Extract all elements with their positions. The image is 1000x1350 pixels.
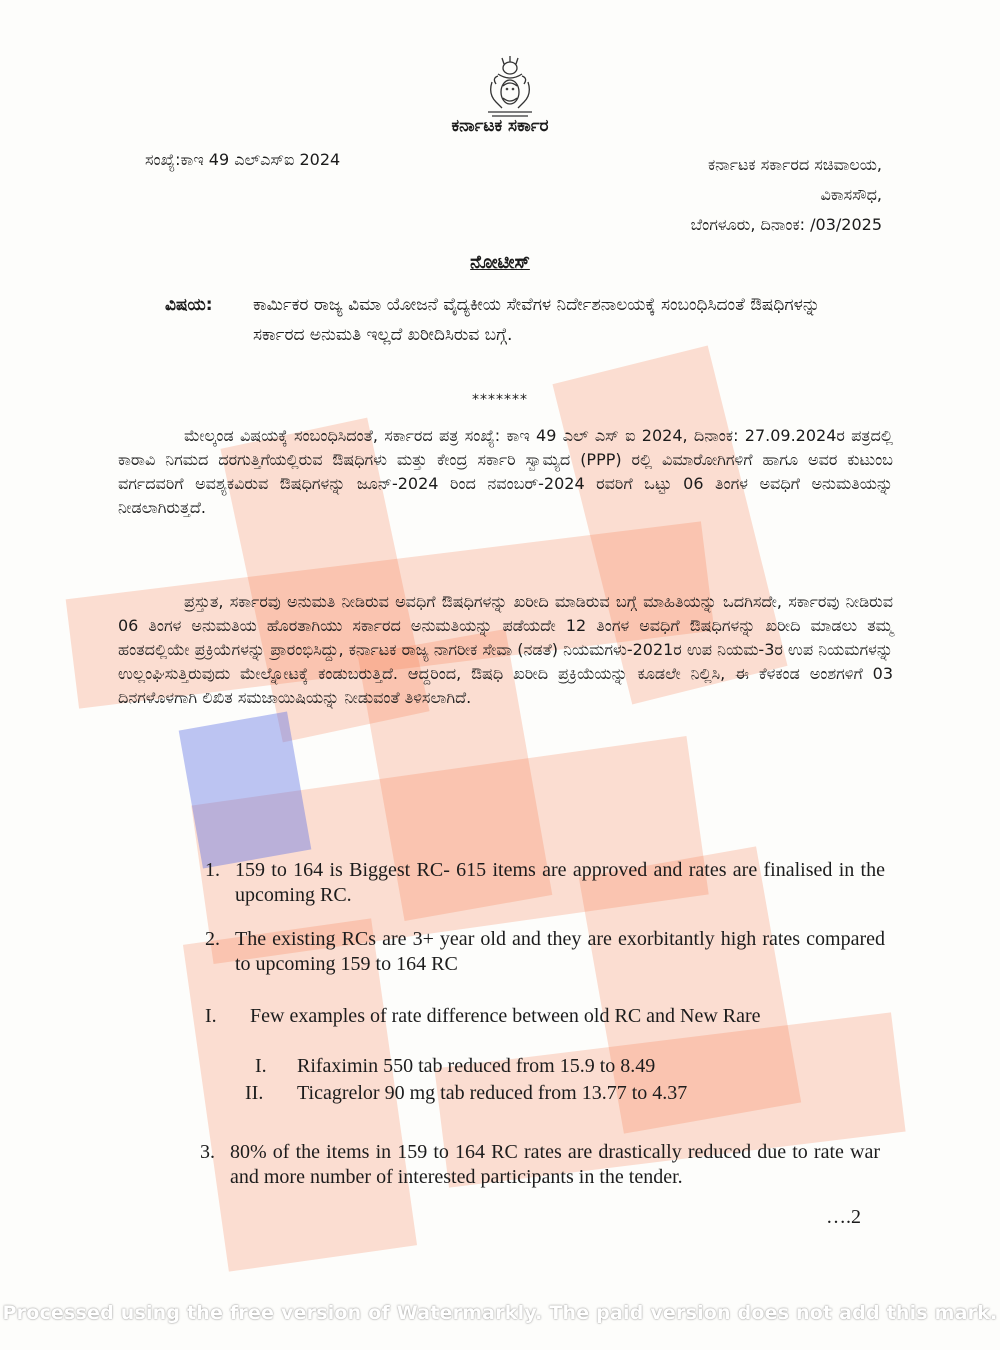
subject-label: ವಿಷಯ: <box>165 295 213 315</box>
address-line: ಬೆಂಗಳೂರು, ದಿನಾಂಕ: /03/2025 <box>690 215 882 234</box>
notice-title: ನೋಟೀಸ್ <box>470 252 530 273</box>
address-line: ಕರ್ನಾಟಕ ಸರ್ಕಾರದ ಸಚಿವಾಲಯ, <box>707 155 882 174</box>
watermark-text: Processed using the free version of Watermarkly. The paid version does not add this mark. <box>2 1302 998 1324</box>
list-number: II. <box>245 1082 264 1104</box>
address-line: ವಿಕಾಸಸೌಧ, <box>820 185 882 204</box>
list-number: I. <box>205 1005 217 1027</box>
separator: ******* <box>472 392 528 408</box>
list-item <box>255 1054 880 1079</box>
subject-text: ಕಾರ್ಮಿಕರ ರಾಜ್ಯ ವಿಮಾ ಯೋಜನೆ ವೈದ್ಯಕೀಯ ಸೇವೆಗಳ ನಿರ್ದೇಶನಾಲಯಕ್ಕೆ ಸಂಬಂಧಿಸಿದಂತೆ ಔಷಧಿಗಳನ್ನು ಸರ್ಕಾರದ ಅನುಮತಿ ಇಲ್ಲದೆ ಖರೀದಿಸಿರುವ ಬಗ್ಗೆ. <box>253 295 820 345</box>
subject-block <box>165 290 820 350</box>
list-number: 1. <box>205 859 220 881</box>
list-item <box>205 927 885 977</box>
list-number: 2. <box>205 928 220 950</box>
list-text: Few examples of rate difference between old RC and New Rare <box>250 1005 761 1027</box>
page-continuation: ….2 <box>826 1206 861 1228</box>
list-text: Rifaximin 550 tab reduced from 15.9 to 8.49 <box>297 1055 656 1077</box>
list-item <box>200 1140 880 1190</box>
list-text: Ticagrelor 90 mg tab reduced from 13.77 to 4.37 <box>297 1082 688 1104</box>
list-text: 80% of the items in 159 to 164 RC rates are drastically reduced due to rate war and more number of interested participants in the tender. <box>230 1141 880 1188</box>
body-paragraph: ಮೇಲ್ಕಂಡ ವಿಷಯಕ್ಕೆ ಸಂಬಂಧಿಸಿದಂತೆ, ಸರ್ಕಾರದ ಪತ್ರ ಸಂಖ್ಯೆ: ಕಾಇ 49 ಎಲ್ ಎಸ್ ಐ 2024, ದಿನಾಂಕ: 27.09.2024ರ ಪತ್ರದಲ್ಲಿ ಕಾರಾವಿ ನಿಗಮದ ದರಗುತ್ತಿಗೆಯಲ್ಲಿರುವ ಔಷಧಿಗಳು ಮತ್ತು ಕೇಂದ್ರ ಸರ್ಕಾರಿ ಸ್ವಾಮ್ಯದ (PPP) ರಲ್ಲಿ ವಿಮಾರೋಗಿಗಳಿಗೆ ಹಾಗೂ ಅವರ ಕುಟುಂಬ ವರ್ಗದವರಿಗೆ ಅವಶ್ಯಕವಿರುವ ಔಷಧಿಗಳನ್ನು ಜೂನ್-2024 ರಿಂದ ನವಂಬರ್-2024 ರವರಿಗೆ ಒಟ್ಟು 06 ತಿಂಗಳ ಅವಧಿಗೆ ಅನುಮತಿಯನ್ನು ನೀಡಲಾಗಿರುತ್ತದೆ. <box>118 426 893 517</box>
sender-address <box>691 150 882 240</box>
list-text: 159 to 164 is Biggest RC- 615 items are approved and rates are finalised in the upcoming RC. <box>235 859 885 906</box>
list-number: I. <box>255 1055 267 1077</box>
list-number: 3. <box>200 1141 215 1163</box>
list-item <box>205 1004 885 1029</box>
list-text: The existing RCs are 3+ year old and they are exorbitantly high rates compared to upcoming 159 to 164 RC <box>235 928 885 975</box>
body-paragraph: ಪ್ರಸ್ತುತ, ಸರ್ಕಾರವು ಅನುಮತಿ ನೀಡಿರುವ ಅವಧಿಗೆ ಔಷಧಿಗಳನ್ನು ಖರೀದಿ ಮಾಡಿರುವ ಬಗ್ಗೆ ಮಾಹಿತಿಯನ್ನು ಒದಗಿಸದೇ, ಸರ್ಕಾರವು ನೀಡಿರುವ 06 ತಿಂಗಳ ಅನುಮತಿಯ ಹೊರತಾಗಿಯು ಸರ್ಕಾರದ ಅನುಮತಿಯನ್ನು ಪಡೆಯದೇ 12 ತಿಂಗಳ ಅವಧಿಗೆ ಔಷಧಿಗಳನ್ನು ಖರೀದಿ ಮಾಡಲು ತಮ್ಮ ಹಂತದಲ್ಲಿಯೇ ಪ್ರಕ್ರಿಯೆಗಳನ್ನು ಪ್ರಾರಂಭಿಸಿದ್ದು, ಕರ್ನಾಟಕ ರಾಜ್ಯ ನಾಗರೀಕ ಸೇವಾ (ನಡತೆ) ನಿಯಮಗಳು-2021ರ ಉಪ ನಿಯಮ-3ರ ಉಪ ನಿಯಮಗಳನ್ನು ಉಲ್ಲಂಘಿಸುತ್ತಿರುವುದು ಮೇಲ್ನೋಟಕ್ಕೆ ಕಂಡುಬರುತ್ತಿದೆ. ಆದ್ದರಿಂದ, ಔಷಧಿ ಖರೀದಿ ಪ್ರಕ್ರಿಯೆಯನ್ನು ಕೂಡಲೇ ನಿಲ್ಲಿಸಿ, ಈ ಕೆಳಕಂಡ ಅಂಶಗಳಿಗೆ 03 ದಿನಗಳೊಳಗಾಗಿ ಲಿಖಿತ ಸಮಜಾಯಿಷಿಯನ್ನು ನೀಡುವಂತೆ ತಿಳಿಸಲಾಗಿದೆ. <box>118 592 893 707</box>
government-title: ಕರ್ನಾಟಕ ಸರ್ಕಾರ <box>451 116 549 136</box>
reference-number: ಸಂಖ್ಯೆ:ಕಾಇ 49 ಎಲ್‌ಎಸ್‌ಐ 2024 <box>145 150 341 169</box>
list-item <box>245 1081 880 1106</box>
list-item <box>205 858 885 908</box>
karnataka-emblem-icon <box>478 56 542 118</box>
